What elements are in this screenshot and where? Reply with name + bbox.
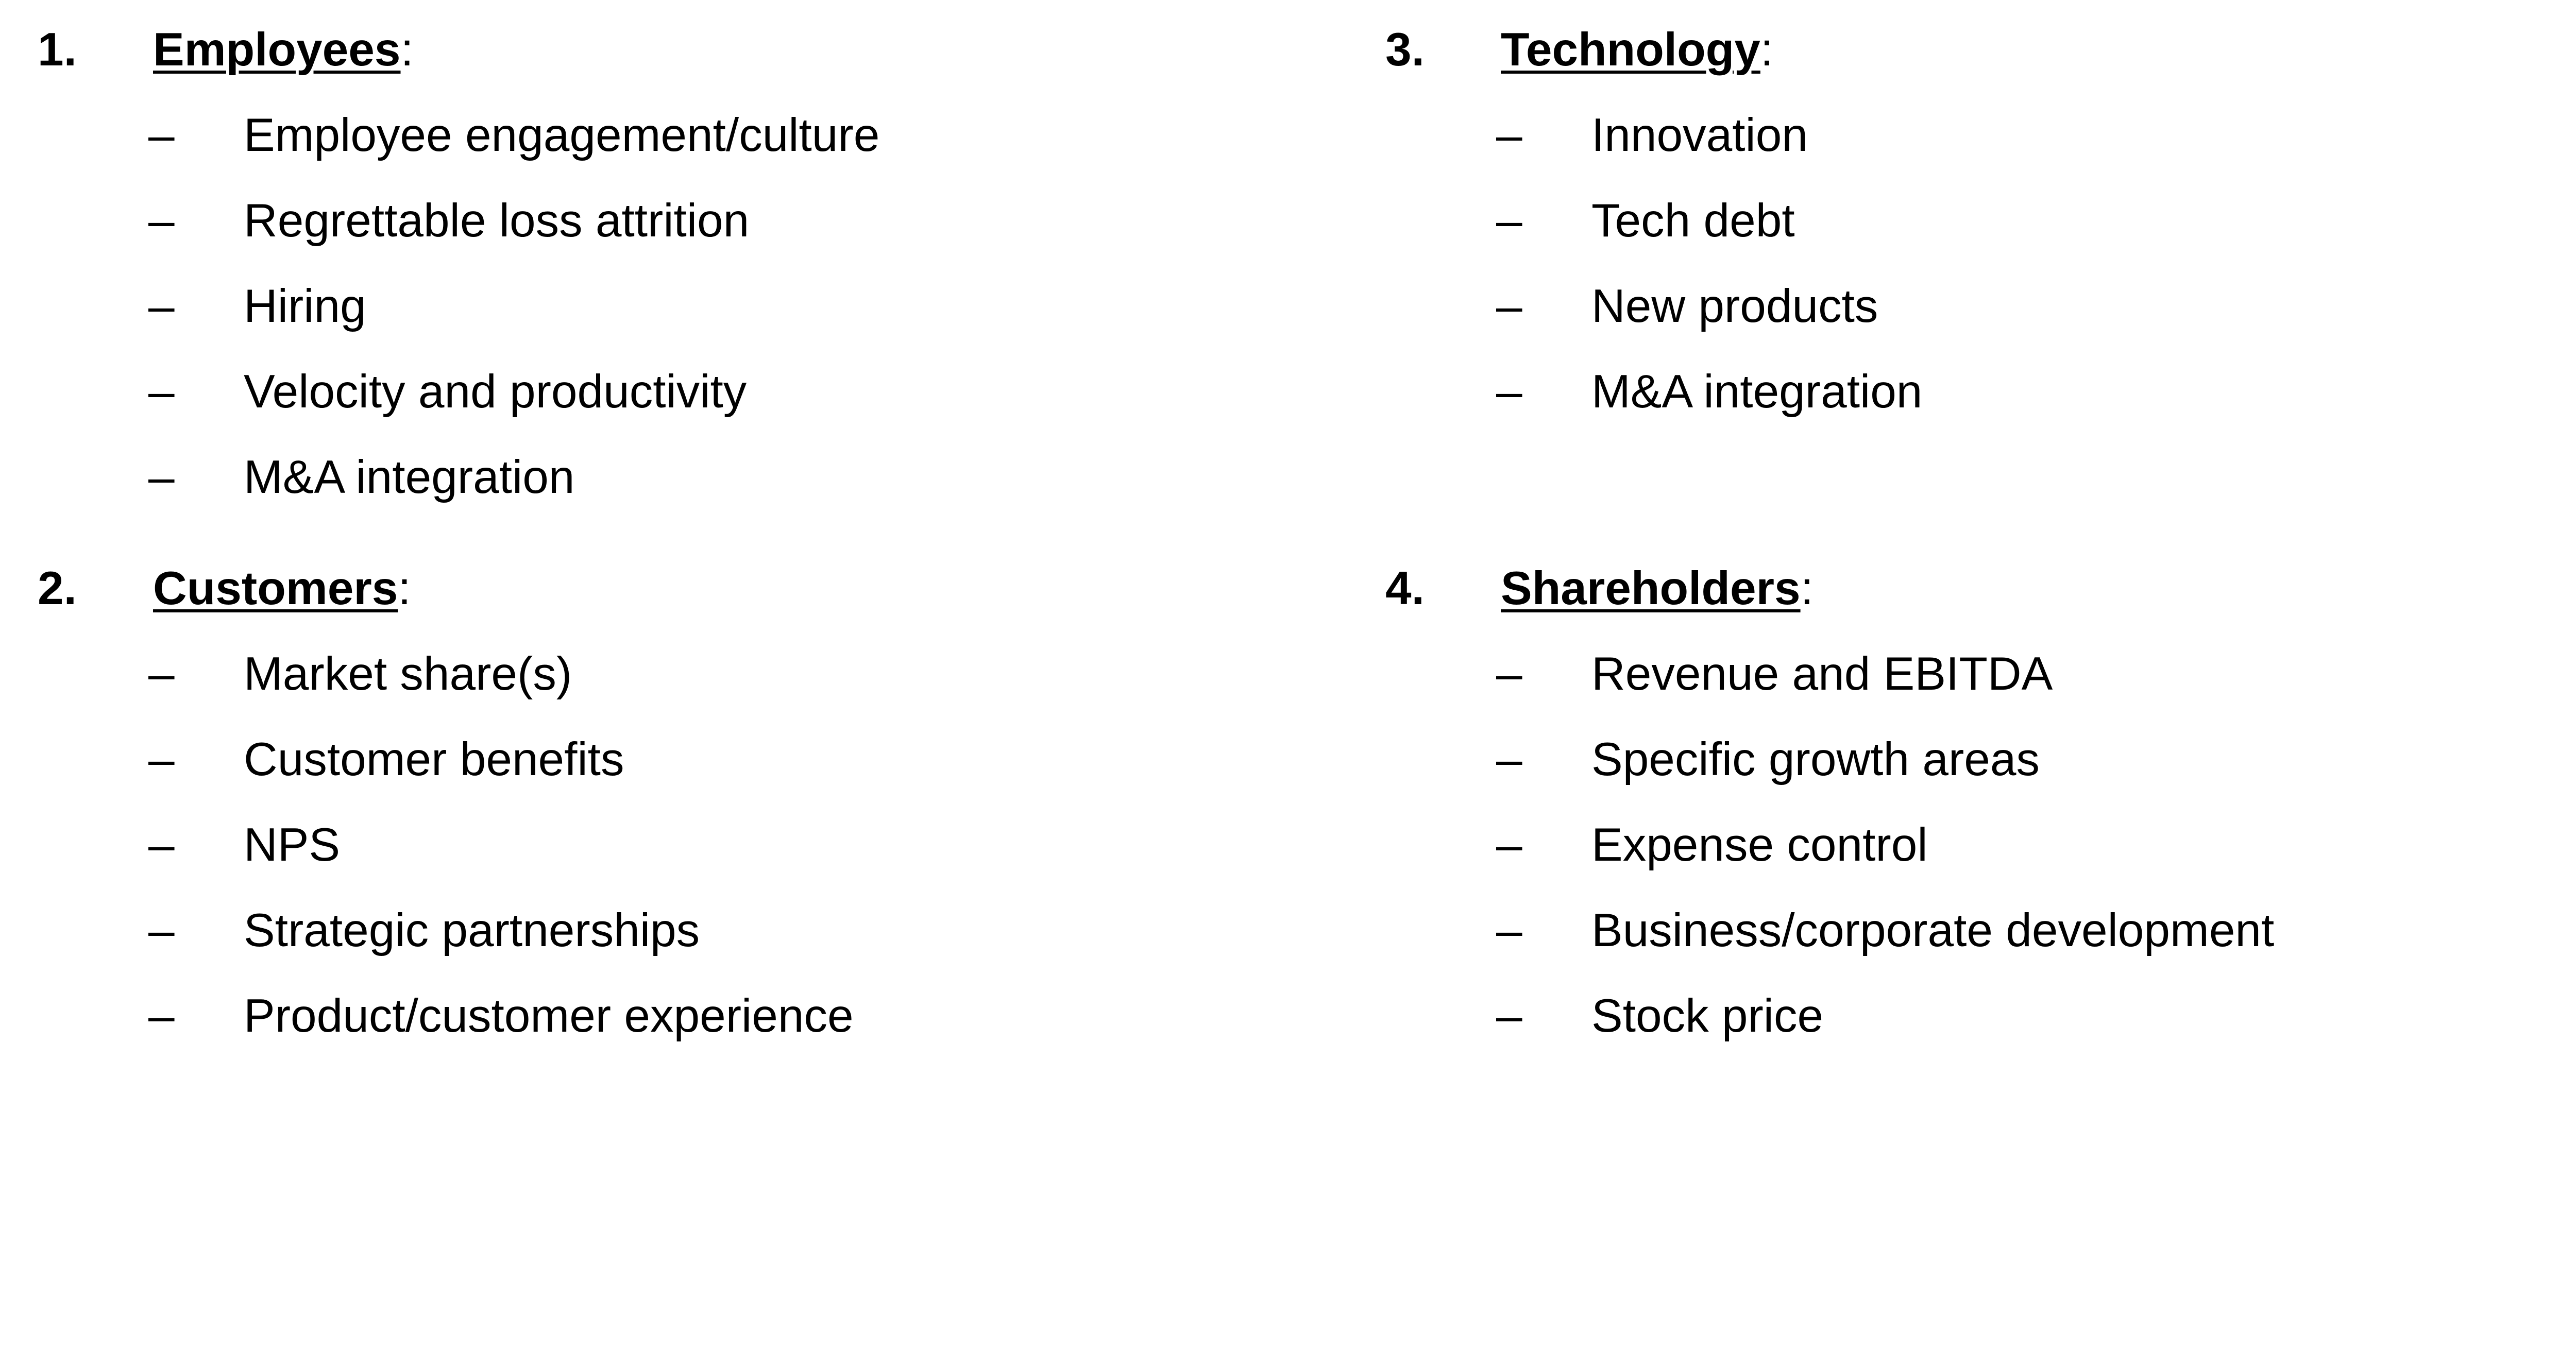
item-text: Product/customer experience — [244, 990, 854, 1042]
list-item — [1385, 988, 2576, 1073]
list-item — [1385, 278, 2576, 364]
item-text: Hiring — [244, 280, 366, 332]
section-number: 4. — [1385, 562, 1425, 614]
list-item — [1385, 817, 2576, 902]
section-title: Customers — [153, 562, 398, 614]
dash-bullet: – — [1496, 648, 1522, 700]
section-title: Shareholders — [1501, 562, 1801, 614]
list-item — [38, 278, 1274, 364]
list-item — [38, 193, 1274, 278]
list-item — [38, 449, 1274, 535]
item-text: Revenue and EBITDA — [1591, 648, 2053, 700]
section-heading — [1385, 560, 2576, 617]
item-text: Velocity and productivity — [244, 366, 747, 418]
item-text: New products — [1591, 280, 1878, 332]
item-text: Specific growth areas — [1591, 733, 2040, 785]
dash-bullet: – — [148, 109, 175, 161]
section-title: Technology — [1501, 24, 1760, 76]
bullet-list — [1385, 646, 2576, 1073]
dash-bullet: – — [148, 195, 175, 247]
section-shareholders — [1385, 560, 2576, 1073]
section-heading — [38, 22, 1274, 78]
item-text: Stock price — [1591, 990, 1824, 1042]
list-item — [38, 817, 1274, 902]
dash-bullet: – — [1496, 280, 1522, 332]
section-colon: : — [398, 562, 411, 614]
section-heading — [38, 560, 1274, 617]
section-colon: : — [1760, 24, 1774, 76]
item-text: Customer benefits — [244, 733, 624, 785]
item-text: Employee engagement/culture — [244, 109, 880, 161]
section-number: 2. — [38, 562, 77, 614]
list-item — [1385, 731, 2576, 817]
dash-bullet: – — [1496, 195, 1522, 247]
bullet-list — [38, 107, 1274, 535]
list-item — [1385, 902, 2576, 988]
section-number: 3. — [1385, 24, 1425, 76]
list-item — [1385, 193, 2576, 278]
item-text: M&A integration — [244, 451, 575, 503]
section-customers — [38, 560, 1274, 1073]
section-technology — [1385, 22, 2576, 449]
dash-bullet: – — [148, 451, 175, 503]
dash-bullet: – — [1496, 109, 1522, 161]
dash-bullet: – — [148, 990, 175, 1042]
dash-bullet: – — [1496, 904, 1522, 956]
dash-bullet: – — [148, 280, 175, 332]
list-item — [1385, 107, 2576, 193]
section-colon: : — [400, 24, 414, 76]
item-text: Regrettable loss attrition — [244, 195, 750, 247]
bullet-list — [1385, 107, 2576, 449]
dash-bullet: – — [1496, 366, 1522, 418]
dash-bullet: – — [1496, 990, 1522, 1042]
item-text: Tech debt — [1591, 195, 1795, 247]
dash-bullet: – — [148, 733, 175, 785]
list-item — [1385, 364, 2576, 449]
item-text: Business/corporate development — [1591, 904, 2275, 956]
list-item — [38, 646, 1274, 731]
item-text: Market share(s) — [244, 648, 572, 700]
list-item — [38, 988, 1274, 1073]
dash-bullet: – — [148, 904, 175, 956]
item-text: Strategic partnerships — [244, 904, 700, 956]
item-text: Innovation — [1591, 109, 1808, 161]
list-item — [38, 731, 1274, 817]
section-title: Employees — [153, 24, 401, 76]
section-number: 1. — [38, 24, 77, 76]
item-text: NPS — [244, 819, 341, 871]
dash-bullet: – — [148, 648, 175, 700]
section-employees — [38, 22, 1274, 535]
dash-bullet: – — [148, 819, 175, 871]
list-item — [1385, 646, 2576, 731]
dash-bullet: – — [1496, 819, 1522, 871]
item-text: Expense control — [1591, 819, 1928, 871]
section-heading — [1385, 22, 2576, 78]
section-colon: : — [1800, 562, 1814, 614]
dash-bullet: – — [148, 366, 175, 418]
list-item — [38, 107, 1274, 193]
dash-bullet: – — [1496, 733, 1522, 785]
bullet-list — [38, 646, 1274, 1073]
list-item — [38, 364, 1274, 449]
item-text: M&A integration — [1591, 366, 1923, 418]
list-item — [38, 902, 1274, 988]
